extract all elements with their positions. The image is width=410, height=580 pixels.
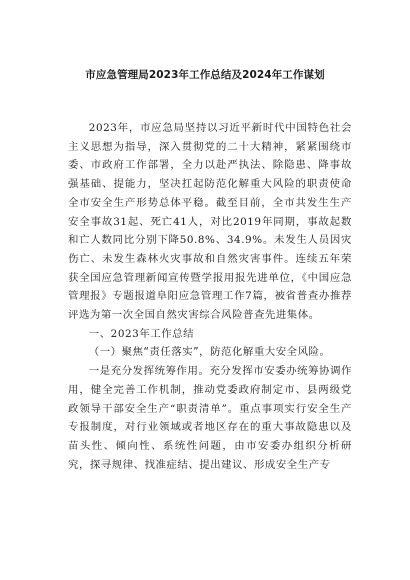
body-paragraph: 一是充分发挥统筹作用。充分发挥市安委办统筹协调作用，健全完善工作机制，推动党委政府制定市、县两级党政领导干部安全生产“职责清单”。重点事项实行安全生产专报制度，对行业领域或者地区存在的重大事故隐患以及苗头性、倾向性、系统性问题，由市安委办组织分析研究，探寻规律、找准症结、提出建议、形成安全生产专: [68, 365, 352, 471]
section-heading: 一、2023年工作总结: [88, 327, 195, 340]
document-title: 市应急管理局2023年工作总结及2024年工作谋划: [85, 69, 325, 81]
document-body: [68, 119, 352, 474]
subsection-heading: （一）聚焦“责任落实”，防范化解重大安全风险。: [88, 346, 331, 359]
intro-paragraph: 2023年，市应急局坚持以习近平新时代中国特色社会主义思想为指导，深入贯彻党的二十大精神，紧紧围绕市委、市政府工作部署，全力以赴严执法、除隐患、降事故强基础、提能力，坚决扛起防范化解重大风险的职责使命全市安全生产形势总体平稳。截至目前，全市共发生生产安全事故31起、死亡41人，对比2019年同期，事故起数和亡人数同比分别下降50.8%、34.9%。未发生人员因灾伤亡、未发生森林火灾事故和自然灾害事件。连续五年荣获全国应急管理新闻宣传暨学报用报先进单位，《中国应急管理报》专题报道阜阳应急管理工作7篇，被省普查办推荐评选为第一次全国自然灾害综合风险普查先进集体。: [68, 122, 352, 322]
